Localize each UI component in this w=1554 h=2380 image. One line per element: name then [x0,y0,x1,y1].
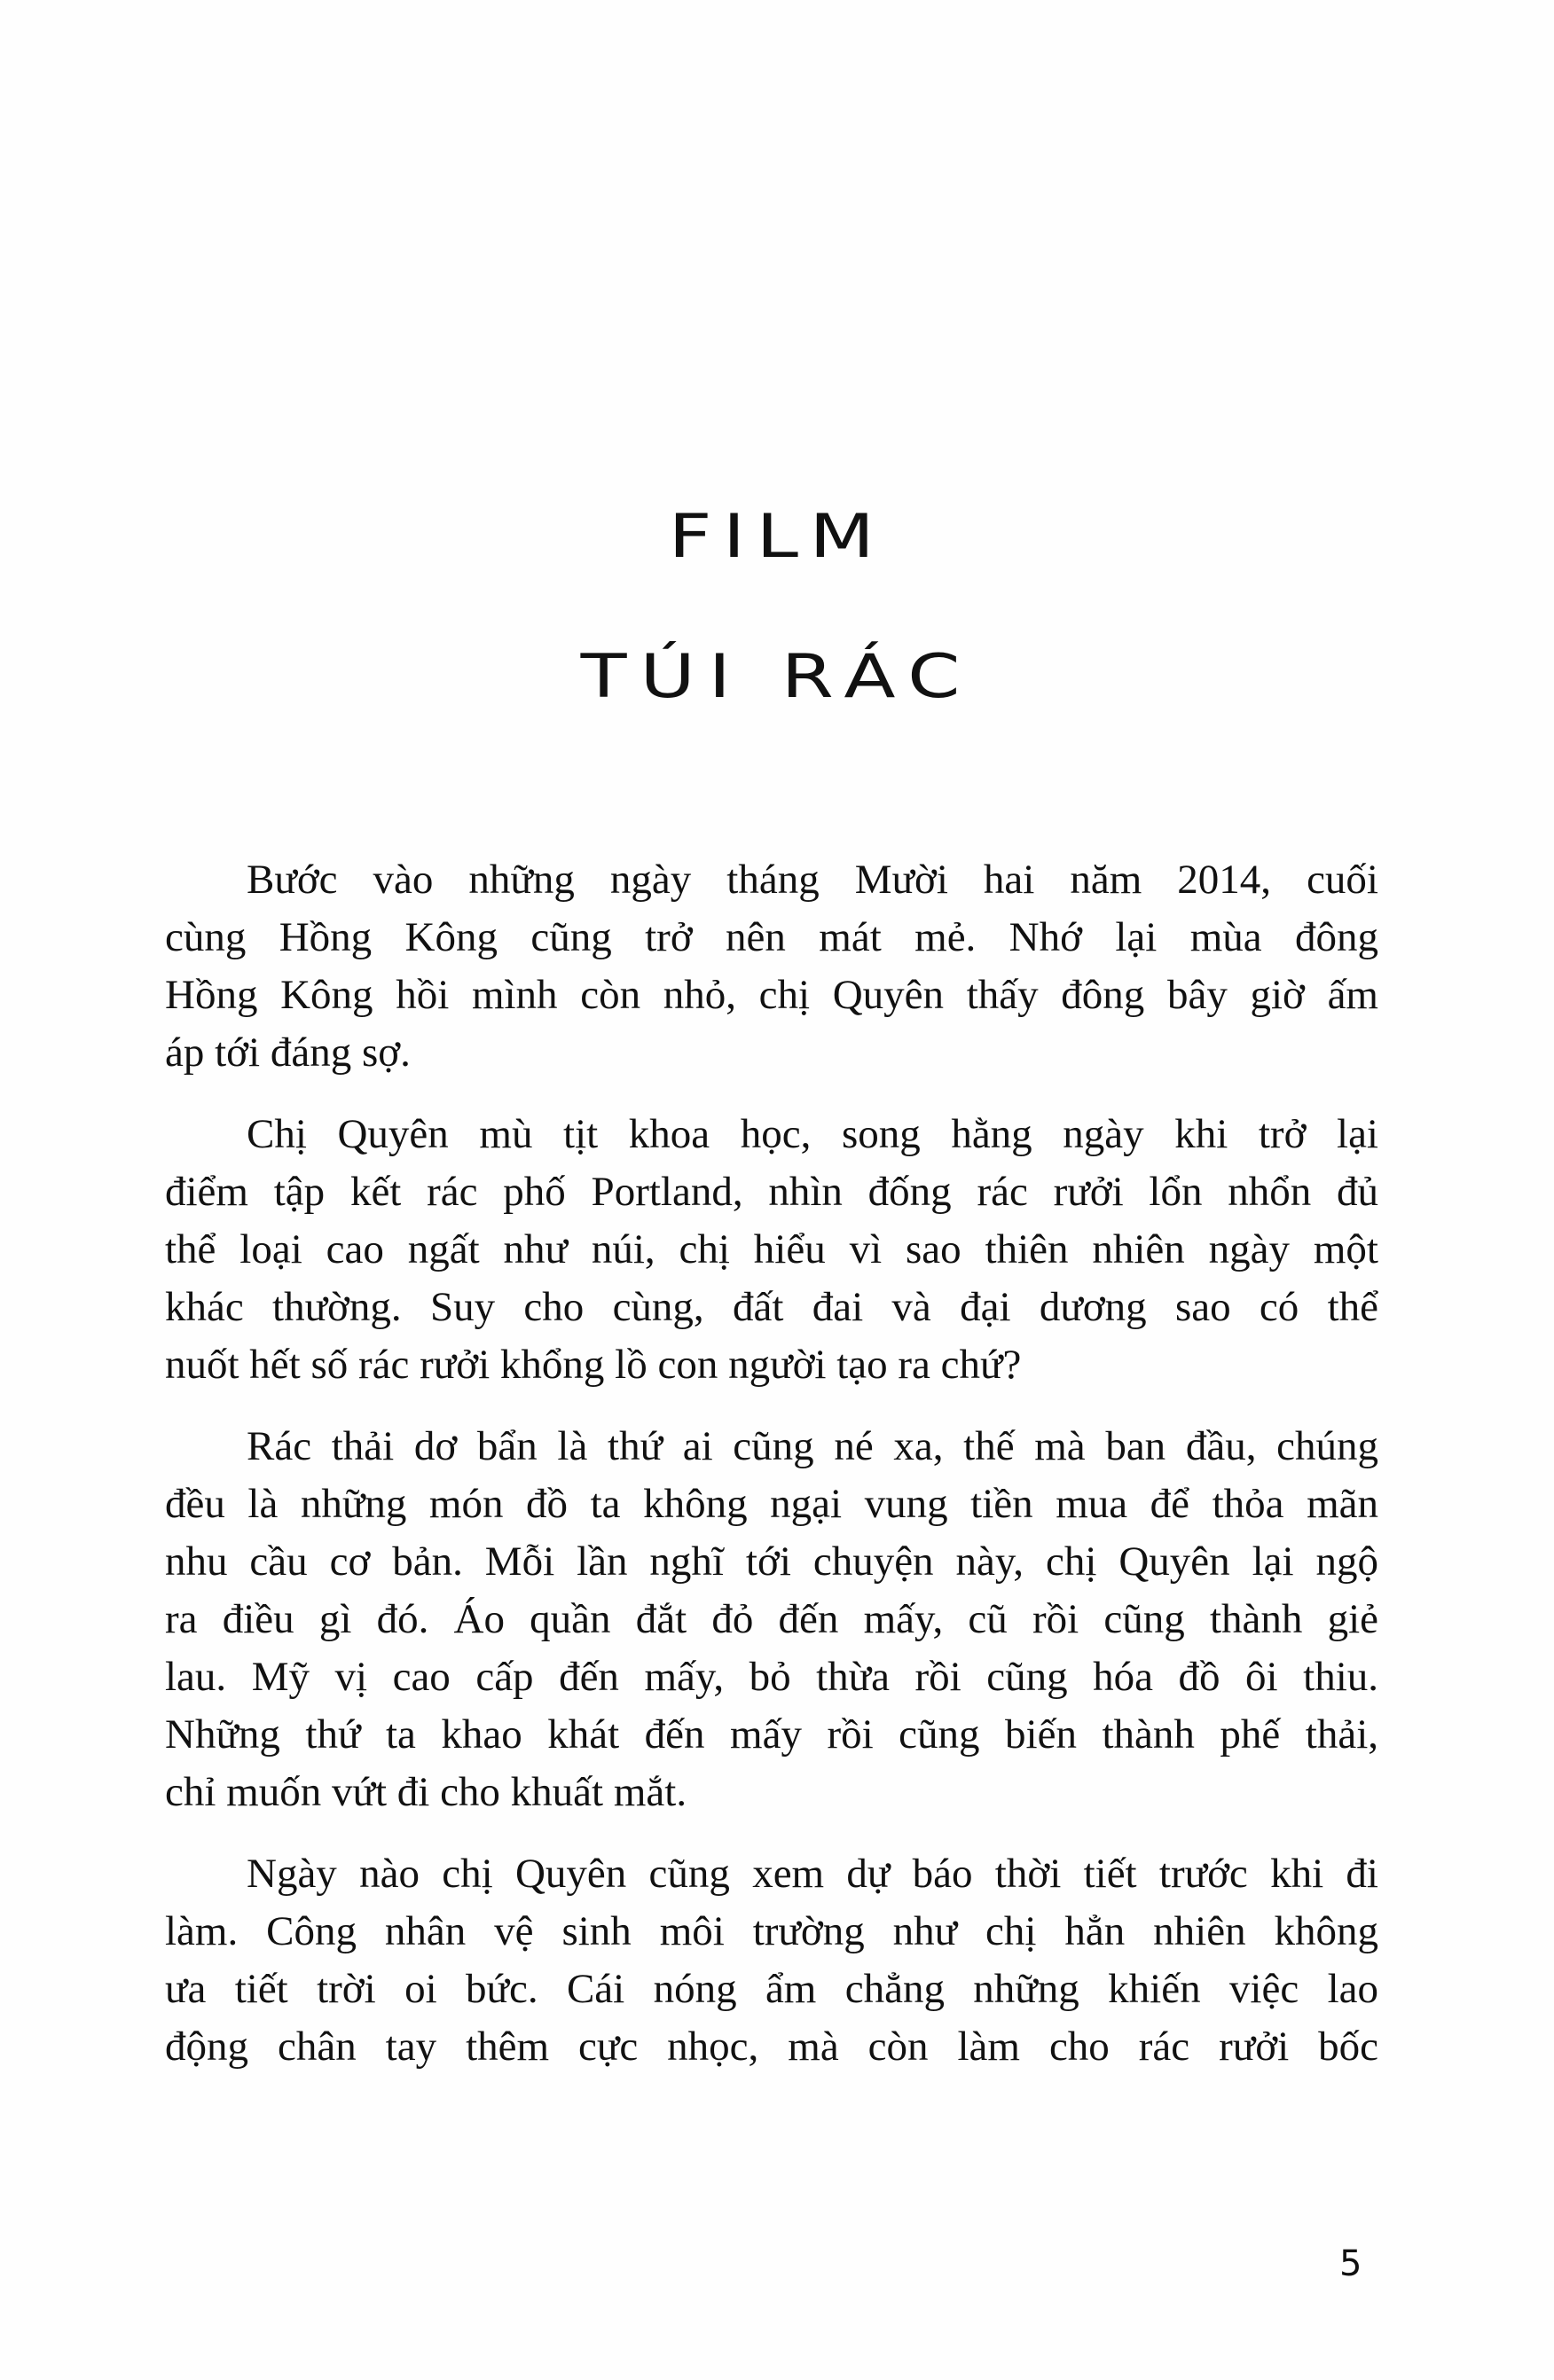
text-line: điểm tập kết rác phố Portland, nhìn đống rác rưởi lổn nhổn đủ [165,1169,1378,1215]
text-line: Bước vào những ngày tháng Mười hai năm 2014, cuối [247,857,1378,903]
text-line: ưa tiết trời oi bức. Cái nóng ẩm chẳng những khiến việc lao [165,1966,1378,2012]
chapter-body [165,851,1378,2076]
text-line: Chị Quyên mù tịt khoa học, song hằng ngày khi trở lại [247,1111,1378,1157]
text-line: đều là những món đồ ta không ngại vung tiền mua để thỏa mãn [165,1481,1378,1527]
text-line: nhu cầu cơ bản. Mỗi lần nghĩ tới chuyện này, chị Quyên lại ngộ [165,1538,1378,1585]
text-line: Rác thải dơ bẩn là thứ ai cũng né xa, thế mà ban đầu, chúng [247,1423,1378,1469]
paragraph-1 [165,851,1378,1082]
text-line: Những thứ ta khao khát đến mấy rồi cũng biến thành phế thải, [165,1711,1378,1758]
page-number: 5 [1339,2243,1362,2284]
text-line: Ngày nào chị Quyên cũng xem dự báo thời tiết trước khi đi [247,1851,1378,1897]
text-line: khác thường. Suy cho cùng, đất đai và đại dương sao có thể [165,1284,1378,1330]
paragraph-3 [165,1418,1378,1821]
text-line: chỉ muốn vứt đi cho khuất mắt. [165,1769,687,1815]
text-line: cùng Hồng Kông cũng trở nên mát mẻ. Nhớ lại mùa đông [165,914,1378,960]
chapter-heading-line-2: TÚI RÁC [580,642,974,712]
text-line: làm. Công nhân vệ sinh môi trường như chị hẳn nhiên không [165,1908,1378,1954]
paragraph-2 [165,1106,1378,1394]
text-line: Hồng Kông hồi mình còn nhỏ, chị Quyên thấy đông bây giờ ấm [165,972,1378,1018]
text-line: lau. Mỹ vị cao cấp đến mấy, bỏ thừa rồi cũng hóa đồ ôi thiu. [165,1654,1378,1700]
paragraph-4 [165,1845,1378,2076]
chapter-heading-line-1: FILM [668,502,886,572]
text-line: động chân tay thêm cực nhọc, mà còn làm cho rác rưởi bốc [165,2024,1378,2070]
text-line: áp tới đáng sợ. [165,1030,411,1076]
text-line: ra điều gì đó. Áo quần đắt đỏ đến mấy, cũ rồi cũng thành giẻ [165,1596,1378,1642]
text-line: nuốt hết số rác rưởi khổng lồ con người tạo ra chứ? [165,1342,1022,1388]
text-line: thể loại cao ngất như núi, chị hiểu vì sao thiên nhiên ngày một [165,1226,1378,1272]
